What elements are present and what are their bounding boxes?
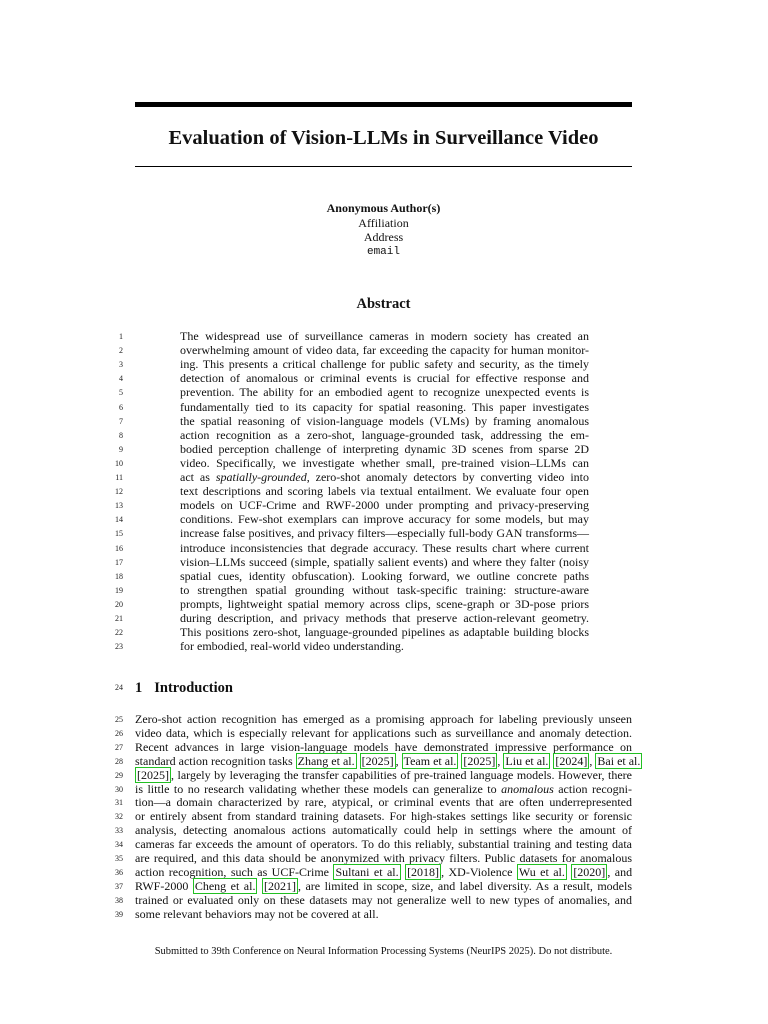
- abstract-line: action recognition as a zero-shot, language-grounded task, addressing the em-: [180, 428, 589, 442]
- text-span: , XD-Violence: [441, 865, 517, 879]
- abstract-line: the spatial reasoning of vision-language models (VLMs) by framing anomalous: [180, 414, 589, 428]
- line-number: 16: [115, 544, 123, 553]
- line-number: 30: [115, 785, 123, 794]
- text-span: are required, and this data should be anonymized with privacy filters. Public datasets for anomalous: [135, 851, 632, 865]
- line-number: 19: [115, 586, 123, 595]
- line-number: 6: [119, 403, 123, 412]
- line-number: 38: [115, 896, 123, 905]
- citation-link: [2025]: [463, 754, 496, 768]
- citation-link: Cheng et al.: [194, 879, 256, 893]
- text-span: act as: [180, 470, 216, 484]
- line-number: 24: [115, 683, 123, 692]
- line-number: 36: [115, 868, 123, 877]
- line-number: 26: [115, 729, 123, 738]
- text-span: some relevant behaviors may not be covered at all.: [135, 907, 379, 921]
- line-number: 20: [115, 600, 123, 609]
- body-line: [135, 726, 632, 740]
- body-line: [135, 740, 632, 754]
- abstract-line: This positions zero-shot, language-grounded pipelines as adaptable building blocks: [180, 625, 589, 639]
- line-number: 14: [115, 515, 123, 524]
- author-block: [135, 201, 632, 259]
- line-number: 18: [115, 572, 123, 581]
- citation-link: [2025]: [361, 754, 394, 768]
- abstract-line: conditions. Few-shot exemplars can improve accuracy for some models, but may: [180, 512, 589, 526]
- body-line: [135, 851, 632, 865]
- line-number: 7: [119, 417, 123, 426]
- body-line: [135, 768, 632, 782]
- body-line: [135, 809, 632, 823]
- line-number: 23: [115, 642, 123, 651]
- emphasis: spatially-grounded: [215, 470, 307, 484]
- body-line: [135, 879, 632, 893]
- section-number: 1: [135, 680, 143, 696]
- line-number: 1: [119, 332, 123, 341]
- body-line: [135, 782, 632, 796]
- section-title: Introduction: [154, 680, 233, 696]
- citation-link: [2025]: [137, 768, 169, 782]
- text-span: Recent advances in large vision-language models have demonstrated impressive performance on: [135, 740, 632, 754]
- text-span: video data, which is especially relevant for applications such as surveillance and anomaly detection.: [135, 726, 632, 740]
- body-line: [135, 837, 632, 851]
- text-span: standard action recognition tasks: [135, 754, 296, 768]
- abstract-line: video. Specifically, we investigate whether small, pre-trained vision–LLMs can: [180, 456, 589, 470]
- body-line: [135, 795, 632, 809]
- title-top-rule: [135, 102, 632, 107]
- body-line: [135, 754, 641, 768]
- citation-link: Sultani et al.: [335, 865, 399, 879]
- abstract-line: [180, 470, 589, 484]
- citation-link: Zhang et al.: [297, 754, 355, 768]
- line-number: 21: [115, 614, 123, 623]
- line-number: 8: [119, 431, 123, 440]
- citation-link: Wu et al.: [518, 865, 565, 879]
- line-number: 34: [115, 840, 123, 849]
- body-line: [135, 823, 632, 837]
- title-bottom-rule: [135, 166, 632, 167]
- abstract-line: The widespread use of surveillance cameras in modern society has created an: [180, 329, 589, 343]
- abstract-line: bodied perception challenge of interpreting dynamic 3D scenes from sparse 2D: [180, 442, 589, 456]
- text-span: Zero-shot action recognition has emerged as a promising approach for labeling previously unseen: [135, 712, 632, 726]
- abstract-line: for embodied, real-world video understanding.: [180, 639, 404, 653]
- citation-link: [2018]: [407, 865, 440, 879]
- abstract-line: detection of anomalous or criminal events is crucial for effective response and: [180, 371, 589, 385]
- text-span: ,: [497, 754, 504, 768]
- line-number: 5: [119, 388, 123, 397]
- line-number: 12: [115, 487, 123, 496]
- abstract-heading: Abstract: [356, 296, 411, 312]
- text-span: action recognition, such as UCF-Crime: [135, 865, 334, 879]
- text-span: ,: [589, 754, 596, 768]
- line-number: 3: [119, 360, 123, 369]
- text-span: , zero-shot anomaly detectors by converting video into: [306, 470, 589, 484]
- text-span: action recogni-: [553, 782, 632, 796]
- abstract-line: during description, and privacy methods that preserve action-relevant geometry.: [180, 611, 589, 625]
- text-span: cameras far exceeds the amount of operators. To do this reliably, substantial training and testing data: [135, 837, 632, 851]
- citation-link: [2021]: [263, 879, 296, 893]
- abstract-line: prevention. The ability for an embodied agent to recognize unexpected events is: [180, 385, 589, 399]
- line-number: 22: [115, 628, 123, 637]
- line-number: 37: [115, 882, 123, 891]
- line-number: 10: [115, 459, 123, 468]
- text-span: analysis, detecting anomalous actions automatically could help in settings where the amount of: [135, 823, 632, 837]
- paper-title: Evaluation of Vision-LLMs in Surveillance Video: [168, 127, 599, 149]
- line-number: 11: [115, 473, 123, 482]
- body-line: [135, 893, 632, 907]
- text-span: tion—a domain characterized by rare, atypical, or criminal events that are often underrepresented: [135, 795, 632, 809]
- emphasis: anomalous: [501, 782, 554, 796]
- line-number: 39: [115, 910, 123, 919]
- line-number: 32: [115, 812, 123, 821]
- text-span: or entirely absent from standard training datasets. For high-stakes settings like security or forensic: [135, 809, 632, 823]
- section-heading-introduction: [135, 678, 233, 698]
- citation-link: Bai et al.: [597, 754, 641, 768]
- abstract-line: fundamentally tied to its capacity for spatial reasoning. This paper investigates: [180, 400, 589, 414]
- line-number: 35: [115, 854, 123, 863]
- submission-footer: Submitted to 39th Conference on Neural Information Processing Systems (NeurIPS 2025). Do not distribute.: [154, 946, 613, 957]
- citation-link: [2020]: [573, 865, 606, 879]
- text-span: , largely by leveraging the transfer capabilities of pre-trained language models. However, there: [171, 768, 632, 782]
- abstract-line: overwhelming amount of video data, far exceeding the capacity for human monitor-: [180, 343, 589, 357]
- abstract-line: increase false positives, and privacy filters—especially full-body GAN transforms—: [180, 526, 589, 540]
- abstract-line: to strengthen spatial grounding without task-specific training: structure-aware: [180, 583, 589, 597]
- line-number: 9: [119, 445, 123, 454]
- citation-link: Team et al.: [403, 754, 457, 768]
- author-affiliation: Affiliation: [358, 215, 409, 230]
- line-number: 15: [115, 529, 123, 538]
- citation-link: [2024]: [555, 754, 588, 768]
- text-span: , and: [607, 865, 633, 879]
- line-number: 28: [115, 757, 123, 766]
- abstract-line: introduce inconsistencies that degrade accuracy. These results chart where current: [180, 541, 589, 555]
- author-name: Anonymous Author(s): [326, 201, 441, 215]
- line-number: 13: [115, 501, 123, 510]
- citation-link: Liu et al.: [505, 754, 549, 768]
- body-line: [135, 712, 632, 726]
- line-number: 4: [119, 374, 123, 383]
- abstract-line: prompts, lightweight spatial memory across clips, scene-graph or 3D-pose priors: [180, 597, 589, 611]
- text-span: RWF-2000: [135, 879, 193, 893]
- text-span: , are limited in scope, size, and label diversity. As a result, models: [297, 879, 632, 893]
- body-line: [135, 865, 632, 879]
- abstract-line: spatial cues, identity obfuscation). Looking forward, we outline concrete paths: [180, 569, 589, 583]
- body-line: [135, 907, 632, 921]
- line-number: 17: [115, 558, 123, 567]
- line-number: 25: [115, 715, 123, 724]
- line-number: 33: [115, 826, 123, 835]
- abstract-line: ing. This presents a critical challenge for public safety and security, as the timely: [180, 357, 589, 371]
- abstract-line: vision–LLMs succeed (simple, spatially salient events) and where they falter (noisy: [180, 555, 589, 569]
- text-span: is little to no research validating whether these models can generalize to: [135, 782, 502, 796]
- abstract-line: text descriptions and scoring labels via textual entailment. We evaluate four open: [180, 484, 589, 498]
- abstract-line: models on UCF-Crime and RWF-2000 under prompting and privacy-preserving: [180, 498, 589, 512]
- text-span: trained or evaluated only on these datasets may not generalize well to new types of anomalies, and: [135, 893, 632, 907]
- text-span: ,: [395, 754, 402, 768]
- author-email: email: [366, 245, 400, 258]
- author-address: Address: [363, 230, 404, 244]
- line-number: 29: [115, 771, 123, 780]
- line-number: 27: [115, 743, 123, 752]
- line-number: 31: [115, 798, 123, 807]
- line-number: 2: [119, 346, 123, 355]
